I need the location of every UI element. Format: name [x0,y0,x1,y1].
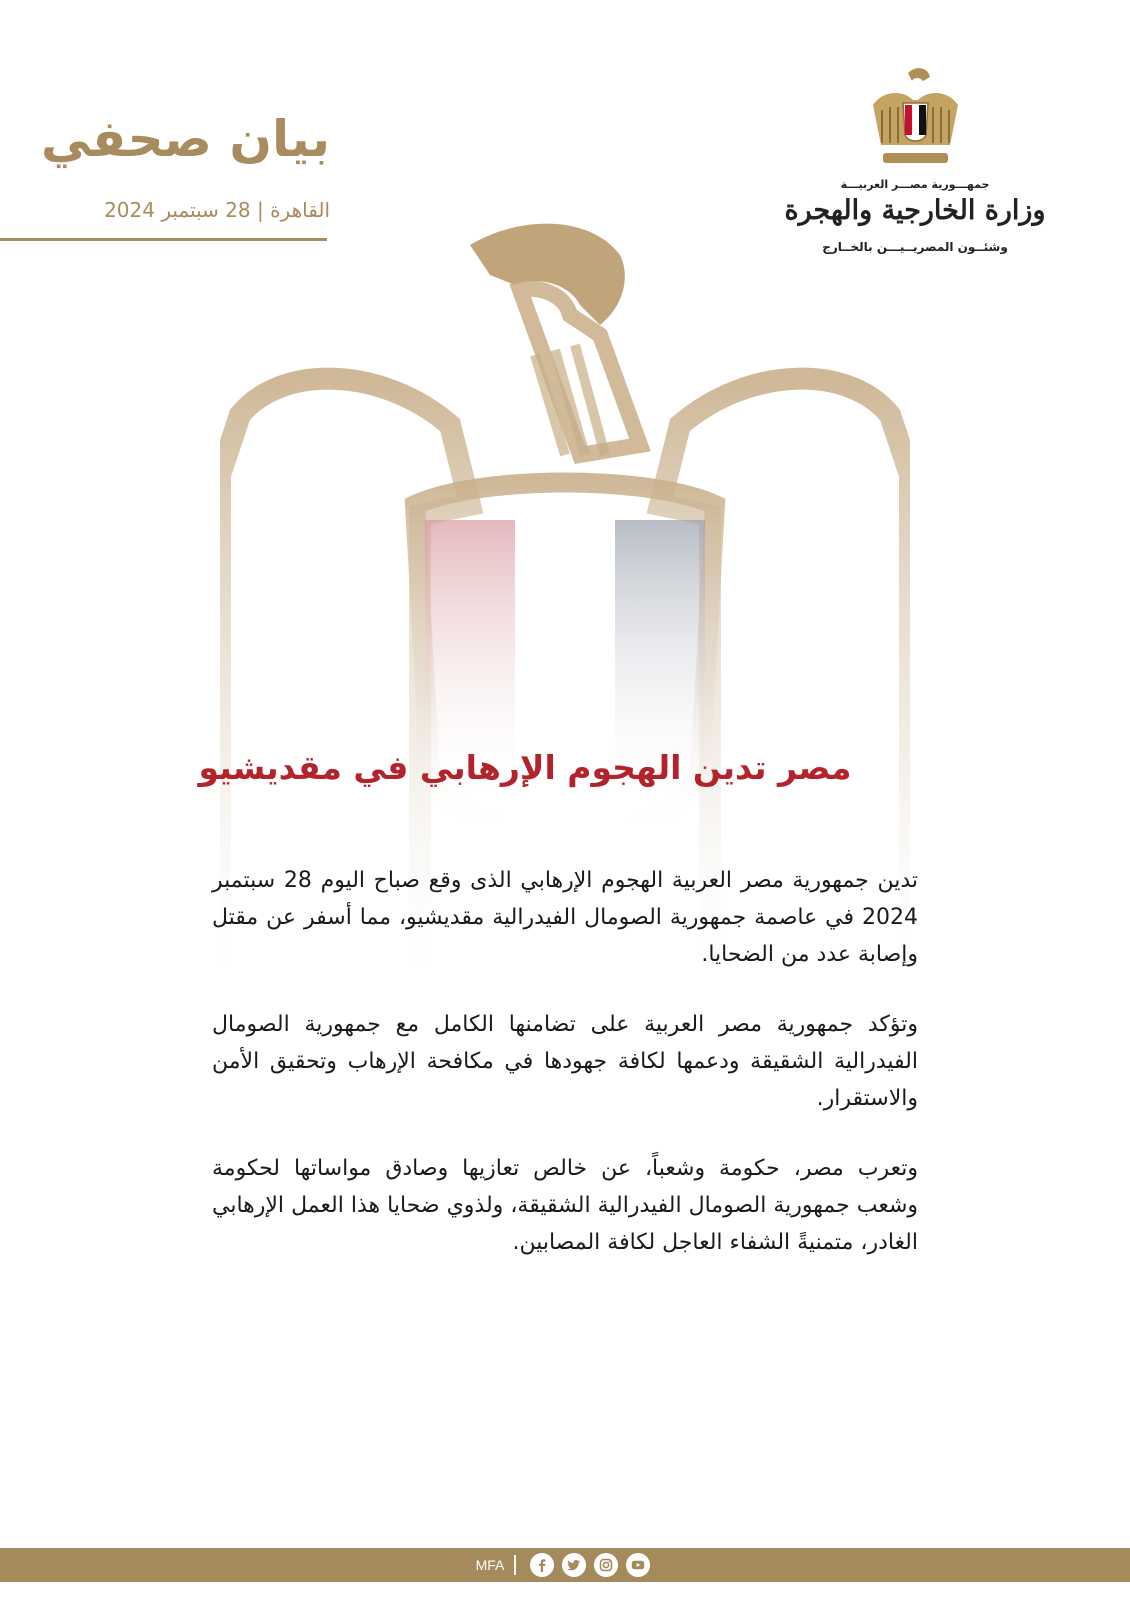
header-rule [0,238,327,241]
location-date: القاهرة | 28 سبتمبر 2024 [104,198,330,222]
facebook-icon[interactable] [530,1553,554,1577]
statement-title: مصر تدين الهجوم الإرهابي في مقديشيو [198,748,852,787]
footer-separator [514,1555,516,1575]
twitter-icon[interactable] [562,1553,586,1577]
footer-label: MFA [475,1557,505,1573]
paragraph-1: تدين جمهورية مصر العربية الهجوم الإرهابي الذى وقع صباح اليوم 28 سبتمبر 2024 في عاصمة جمهورية الصومال الفيدرالية مقديشيو، مما أسفر عن مقتل وإصابة عدد من الضحايا. [212,868,918,967]
egypt-eagle-emblem-icon [868,65,963,175]
logo-ministry-name: وزارة الخارجية والهجرة [784,195,1046,226]
ministry-logo [780,65,1050,265]
statement-body [212,862,918,1294]
paragraph-2: وتؤكد جمهورية مصر العربية على تضامنها الكامل مع جمهورية الصومال الفيدرالية الشقيقة ودعمها لكافة جهودها في مكافحة الإرهاب وتحقيق الأمن والاستقرار. [212,1012,918,1111]
logo-ministry-subtitle: وشئــون المصريــيـــن بالخــارج [822,240,1008,254]
logo-country-name: جمهـــورية مصـــر العربيـــة [840,178,990,191]
youtube-icon[interactable] [626,1553,650,1577]
instagram-icon[interactable] [594,1553,618,1577]
footer-bar [0,1548,1130,1582]
doc-type-title: بيان صحفي [41,110,330,168]
paragraph-3: وتعرب مصر، حكومة وشعباً، عن خالص تعازيها وصادق مواساتها لحكومة وشعب جمهورية الصومال الفيدرالية الشقيقة، ولذوي ضحايا هذا العمل الإرهابي الغادر، متمنيةً الشفاء العاجل لكافة المصابين. [212,1156,918,1255]
